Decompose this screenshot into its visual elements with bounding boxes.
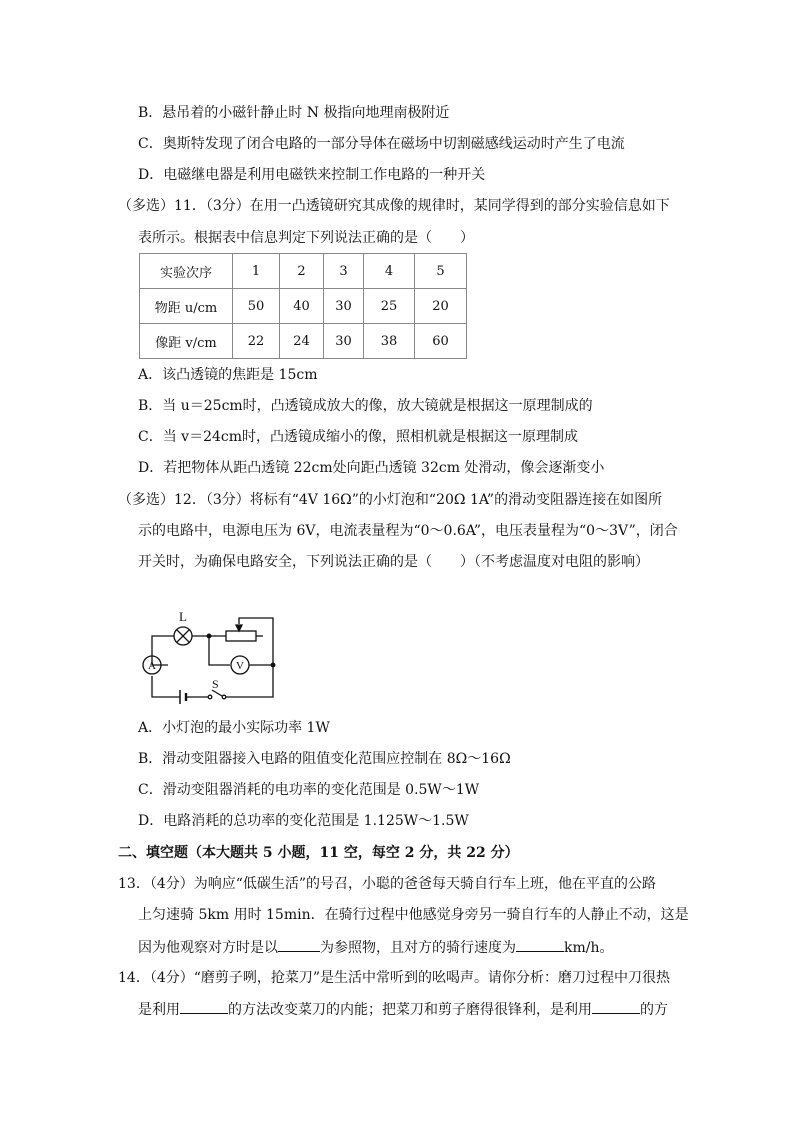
table-cell: 22 [233, 324, 280, 359]
q12-option-c: C．滑动变阻器消耗的电功率的变化范围是 0.5W～1W [138, 782, 480, 798]
q13-stem-line3 [138, 937, 614, 958]
q10-option-d: D．电磁继电器是利用电磁铁来控制工作电路的一种开关 [138, 167, 486, 183]
table-cell: 20 [415, 289, 467, 324]
answer-blank[interactable] [180, 999, 228, 1014]
table-cell: 像距 v/cm [140, 324, 233, 359]
section-heading-fill-in: 二、填空题（本大题共 5 小题，11 空，每空 2 分，共 22 分） [118, 845, 519, 861]
q13-stem-line1: 13．（4分）为响应“低碳生活”的号召，小聪的爸爸每天骑自行车上班，他在平直的公路 [118, 876, 657, 892]
rheostat-icon [226, 631, 256, 641]
table-row [140, 324, 467, 359]
q12-stem-line2: 示的电路中，电源电压为 6V，电流表量程为“0～0.6A”，电压表量程为“0～3V”，闭合 [138, 523, 678, 539]
q11-stem-line1: （多选）11．（3分）在用一凸透镜研究其成像的规律时，某同学得到的部分实验信息如下 [118, 198, 670, 214]
table-header-cell: 实验次序 [140, 254, 233, 289]
q10-option-b: B．悬吊着的小磁针静止时 N 极指向地理南极附近 [138, 105, 450, 121]
table-row [140, 289, 467, 324]
q11-option-a: A．该凸透镜的焦距是 15cm [138, 367, 318, 383]
switch-label: S [212, 677, 219, 691]
answer-blank[interactable] [278, 937, 320, 952]
lens-experiment-table [139, 253, 467, 359]
table-header-row [140, 254, 467, 289]
table-header-cell: 3 [324, 254, 364, 289]
q14-text: 的方法改变菜刀的内能；把菜刀和剪子磨得很锋利，是利用 [228, 1002, 592, 1018]
table-header-cell: 5 [415, 254, 467, 289]
table-cell: 物距 u/cm [140, 289, 233, 324]
table-cell: 60 [415, 324, 467, 359]
q14-text: 是利用 [138, 1002, 180, 1018]
table-cell: 40 [280, 289, 324, 324]
lamp-label: L [179, 609, 187, 624]
table-cell: 30 [324, 289, 364, 324]
q13-text: 因为他观察对方时是以 [138, 940, 278, 956]
q11-option-c: C．当 v＝24cm时，凸透镜成缩小的像，照相机就是根据这一原理制成 [138, 429, 579, 445]
table-cell: 25 [364, 289, 415, 324]
q12-option-a: A．小灯泡的最小实际功率 1W [138, 720, 330, 736]
q11-stem-line2: 表所示。根据表中信息判定下列说法正确的是（ ） [138, 230, 474, 246]
q14-text: 的方 [640, 1002, 668, 1018]
q11-option-b: B．当 u＝25cm时，凸透镜成放大的像，放大镜就是根据这一原理制成的 [138, 398, 593, 414]
q13-stem-line2: 上匀速骑 5km 用时 15min．在骑行过程中他感觉身旁另一骑自行车的人静止不动，这是 [138, 907, 689, 923]
q10-option-c: C．奥斯特发现了闭合电路的一部分导体在磁场中切割磁感线运动时产生了电流 [138, 136, 625, 152]
q13-text: km/h。 [564, 940, 614, 956]
table-cell: 30 [324, 324, 364, 359]
table-cell: 50 [233, 289, 280, 324]
table-header-cell: 2 [280, 254, 324, 289]
answer-blank[interactable] [592, 999, 640, 1014]
wire-left-bottom [152, 676, 180, 697]
table-header-cell: 4 [364, 254, 415, 289]
q13-text: 为参照物，且对方的骑行速度为 [320, 940, 516, 956]
q14-stem-line2 [138, 999, 668, 1020]
voltmeter-label: V [236, 660, 244, 672]
answer-blank[interactable] [516, 937, 564, 952]
table-cell: 38 [364, 324, 415, 359]
ammeter-label: A [148, 660, 156, 672]
q12-option-d: D．电路消耗的总功率的变化范围是 1.125W～1.5W [138, 813, 469, 829]
q11-option-d: D．若把物体从距凸透镜 22cm处向距凸透镜 32cm 处滑动，像会逐渐变小 [138, 460, 605, 476]
table-cell: 24 [280, 324, 324, 359]
circuit-diagram [130, 604, 290, 704]
switch-icon [222, 695, 226, 699]
q12-stem-line1: （多选）12．（3分）将标有“4V 16Ω”的小灯泡和“20Ω 1A”的滑动变阻器连接在如图所 [118, 492, 663, 508]
q14-stem-line1: 14．（4分）“磨剪子咧，抢菜刀”是生活中常听到的吆喝声。请你分析：磨刀过程中刀很热 [118, 970, 671, 986]
table-header-cell: 1 [233, 254, 280, 289]
q12-option-b: B．滑动变阻器接入电路的阻值变化范围应控制在 8Ω～16Ω [138, 751, 511, 767]
q12-stem-line3: 开关时，为确保电路安全，下列说法正确的是（ ）（不考虑温度对电阻的影响） [138, 554, 649, 570]
